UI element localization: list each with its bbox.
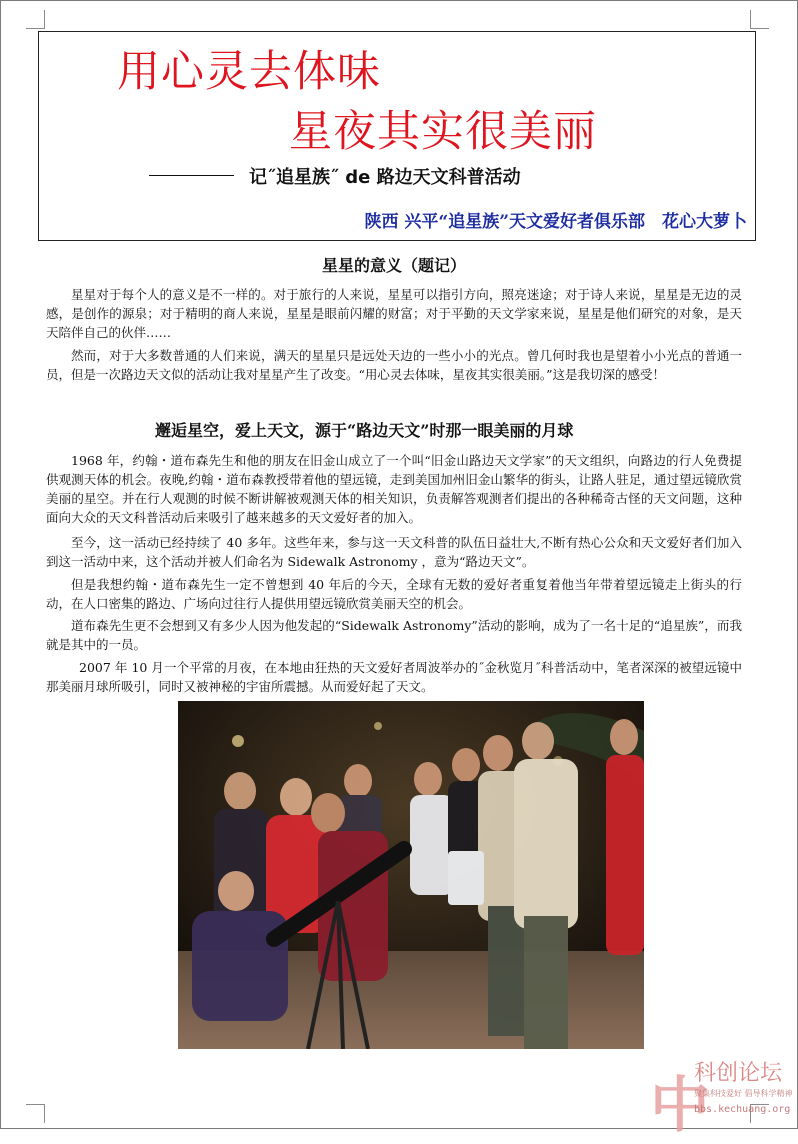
header-box xyxy=(38,31,756,241)
paragraph-6: 道布森先生更不会想到又有多少人因为他发起的“Sidewalk Astronomy”活动的影响，成为了一名十足的“追星族”，而我就是其中的一员。 xyxy=(46,618,742,652)
watermark-url: bbs.kechuang.org xyxy=(694,1104,791,1115)
watermark-slogan: 聚集科技爱好 倡导科学精神 xyxy=(694,1089,793,1098)
watermark-title: 科创论坛 xyxy=(694,1061,783,1086)
paragraph-5: 但是我想约翰・道布森先生一定不曾想到 40 年后的今天，全球有无数的爱好者重复着他当年带着望远镜走上街头的行动，在人口密集的路边、广场向过往行人提供用望远镜欣赏美丽天空的机会。 xyxy=(46,577,742,611)
section-heading-meaning: 星星的意义（题记） xyxy=(322,256,467,275)
margin-corner-top-right xyxy=(750,10,769,29)
title-line-1: 用心灵去体味 xyxy=(117,47,381,97)
forum-watermark xyxy=(650,1052,796,1141)
margin-corner-bottom-left xyxy=(26,1104,45,1123)
subtitle-dash xyxy=(149,175,234,176)
paragraph-1: 星星对于每个人的意义是不一样的。对于旅行的人来说，星星可以指引方向，照亮迷途；对于诗人来说，星星是无边的灵感，是创作的源泉；对于精明的商人来说，星星是眼前闪耀的财富；对于平勤的天文学家来说，星星是他们研究的对象，是天天陪伴自己的伙伴…… xyxy=(46,287,742,340)
paragraph-7: 2007 年 10 月一个平常的月夜，在本地由狂热的天文爱好者周波举办的˝金秋览月˝科普活动中，笔者深深的被望远镜中那美丽月球所吸引，同时又被神秘的宇宙所震撼。从而爱好起了天文。 xyxy=(46,660,742,694)
author-line: 陕西 兴平“追星族”天文爱好者俱乐部 花心大萝卜 xyxy=(364,212,747,232)
paragraph-4: 至今，这一活动已经持续了 40 多年。这些年来，参与这一天文科普的队伍日益壮大,不断有热心公众和天文爱好者们加入到这一活动中来，这个活动并被人们命名为 Sidewalk Astronomy ，意为“路边天文”。 xyxy=(46,535,742,569)
event-photo xyxy=(178,701,644,1049)
subtitle: 记˝追星族˝ de 路边天文科普活动 xyxy=(249,167,521,188)
section-heading-encounter: 邂逅星空，爱上天文，源于“路边天文”时那一眼美丽的月球 xyxy=(155,421,574,440)
event-photo-illustration xyxy=(178,701,644,1049)
title-line-2: 星夜其实很美丽 xyxy=(289,107,597,157)
watermark-logo-icon: 中 xyxy=(650,1071,710,1141)
paragraph-3: 1968 年，约翰・道布森先生和他的朋友在旧金山成立了一个叫“旧金山路边天文学家”的天文组织，向路边的行人免费提供观测天体的机会。夜晚,约翰・道布森教授带着他的望远镜，走到美国加州旧金山繁华的街头，让路人驻足，通过望远镜欣赏美丽的星空。并在行人观测的时候不断讲解被观测天体的相关知识，负责解答观测者们提出的各种稀奇古怪的天文问题，这种面向大众的天文科普活动后来吸引了越来越多的天文爱好者的加入。 xyxy=(46,453,742,525)
paragraph-2: 然而，对于大多数普通的人们来说，满天的星星只是远处天边的一些小小的光点。曾几何时我也是望着小小光点的普通一员，但是一次路边天文似的活动让我对星星产生了改变。“用心灵去体味，星夜其实很美丽。”这是我切深的感受！ xyxy=(46,348,742,382)
margin-corner-top-left xyxy=(26,10,45,29)
